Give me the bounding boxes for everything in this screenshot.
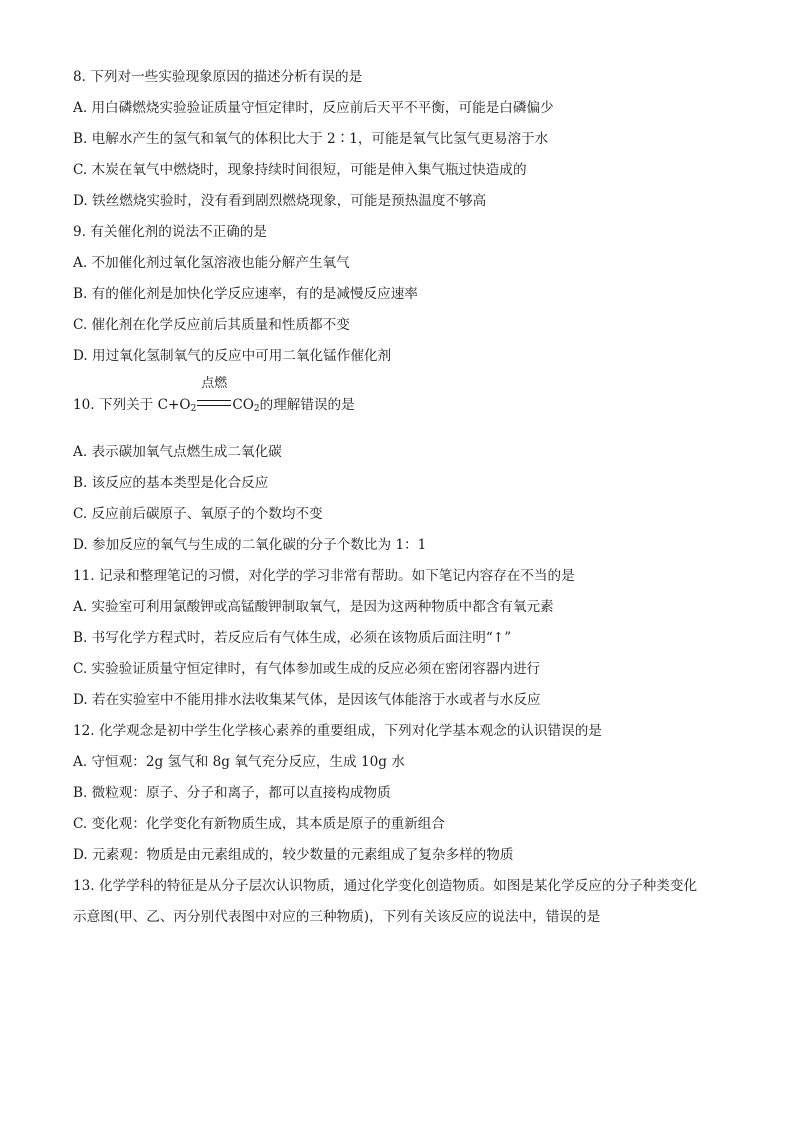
question-10-co2-subscript: 2 [253, 404, 260, 414]
question-10-o2-subscript: 2 [190, 404, 197, 414]
question-12-option-c: C. 变化观：化学变化有新物质生成，其本质是原子的重新组合 [73, 816, 445, 832]
equal-sign [197, 400, 231, 406]
question-9-option-d: D. 用过氧化氢制氧气的反应中可用二氧化锰作催化剂 [73, 348, 392, 364]
question-11-option-d: D. 若在实验室中不能用排水法收集某气体，是因该气体能溶于水或者与水反应 [73, 692, 541, 708]
question-12-option-d: D. 元素观：物质是由元素组成的，较少数量的元素组成了复杂多样的物质 [73, 847, 514, 863]
question-10-product: CO [232, 397, 254, 413]
question-10-stem [73, 376, 355, 414]
question-9-stem: 9. 有关催化剂的说法不正确的是 [73, 224, 268, 240]
question-13-stem-line-1: 13. 化学学科的特征是从分子层次认识物质，通过化学变化创造物质。如图是某化学反应的分子种类变化 [73, 878, 698, 894]
question-8-option-b: B. 电解水产生的氢气和氧气的体积比大于 2∶1，可能是氧气比氢气更易溶于水 [73, 131, 549, 147]
question-10-stem-prefix: 10. 下列关于 C+O [73, 397, 191, 413]
question-8-option-d: D. 铁丝燃烧实验时，没有看到剧烈燃烧现象，可能是预热温度不够高 [73, 193, 487, 209]
question-8-option-a: A. 用白磷燃烧实验验证质量守恒定律时，反应前后天平不平衡，可能是白磷偏少 [73, 100, 554, 116]
question-11-stem: 11. 记录和整理笔记的习惯，对化学的学习非常有帮助。如下笔记内容存在不当的是 [73, 568, 575, 584]
question-12-option-a: A. 守恒观：2g 氢气和 8g 氧气充分反应，生成 10g 水 [73, 754, 405, 770]
question-11-option-c: C. 实验验证质量守恒定律时，有气体参加或生成的反应必须在密闭容器内进行 [73, 661, 541, 677]
question-12-option-b: B. 微粒观：原子、分子和离子，都可以直接构成物质 [73, 785, 391, 801]
question-10-option-b: B. 该反应的基本类型是化合反应 [73, 475, 269, 491]
question-10-option-a: A. 表示碳加氧气点燃生成二氧化碳 [73, 444, 282, 460]
question-10-option-d: D. 参加反应的氧气与生成的二氧化碳的分子个数比为 1：1 [73, 537, 427, 553]
question-12-stem: 12. 化学观念是初中学生化学核心素养的重要组成，下列对化学基本观念的认识错误的是 [73, 723, 602, 739]
question-8-option-c: C. 木炭在氧气中燃烧时，现象持续时间很短，可能是伸入集气瓶过快造成的 [73, 162, 527, 178]
question-8-stem: 8. 下列对一些实验现象原因的描述分析有误的是 [73, 69, 363, 85]
question-13-stem-line-2: 示意图(甲、乙、丙分别代表图中对应的三种物质)，下列有关该反应的说法中，错误的是 [73, 909, 601, 925]
question-9-option-c: C. 催化剂在化学反应前后其质量和性质都不变 [73, 317, 350, 333]
question-9-option-b: B. 有的催化剂是加快化学反应速率，有的是减慢反应速率 [73, 286, 418, 302]
reaction-condition: 点燃 [201, 376, 228, 391]
reaction-arrow [196, 376, 232, 414]
question-9-option-a: A. 不加催化剂过氧化氢溶液也能分解产生氧气 [73, 255, 350, 271]
question-11-option-a: A. 实验室可利用氯酸钾或高锰酸钾制取氧气，是因为这两种物质中都含有氧元素 [73, 599, 554, 615]
question-11-option-b: B. 书写化学方程式时，若反应后有气体生成，必须在该物质后面注明“↑” [73, 630, 512, 646]
question-10-stem-suffix: 的理解错误的是 [259, 397, 355, 413]
question-10-option-c: C. 反应前后碳原子、氧原子的个数均不变 [73, 506, 323, 522]
